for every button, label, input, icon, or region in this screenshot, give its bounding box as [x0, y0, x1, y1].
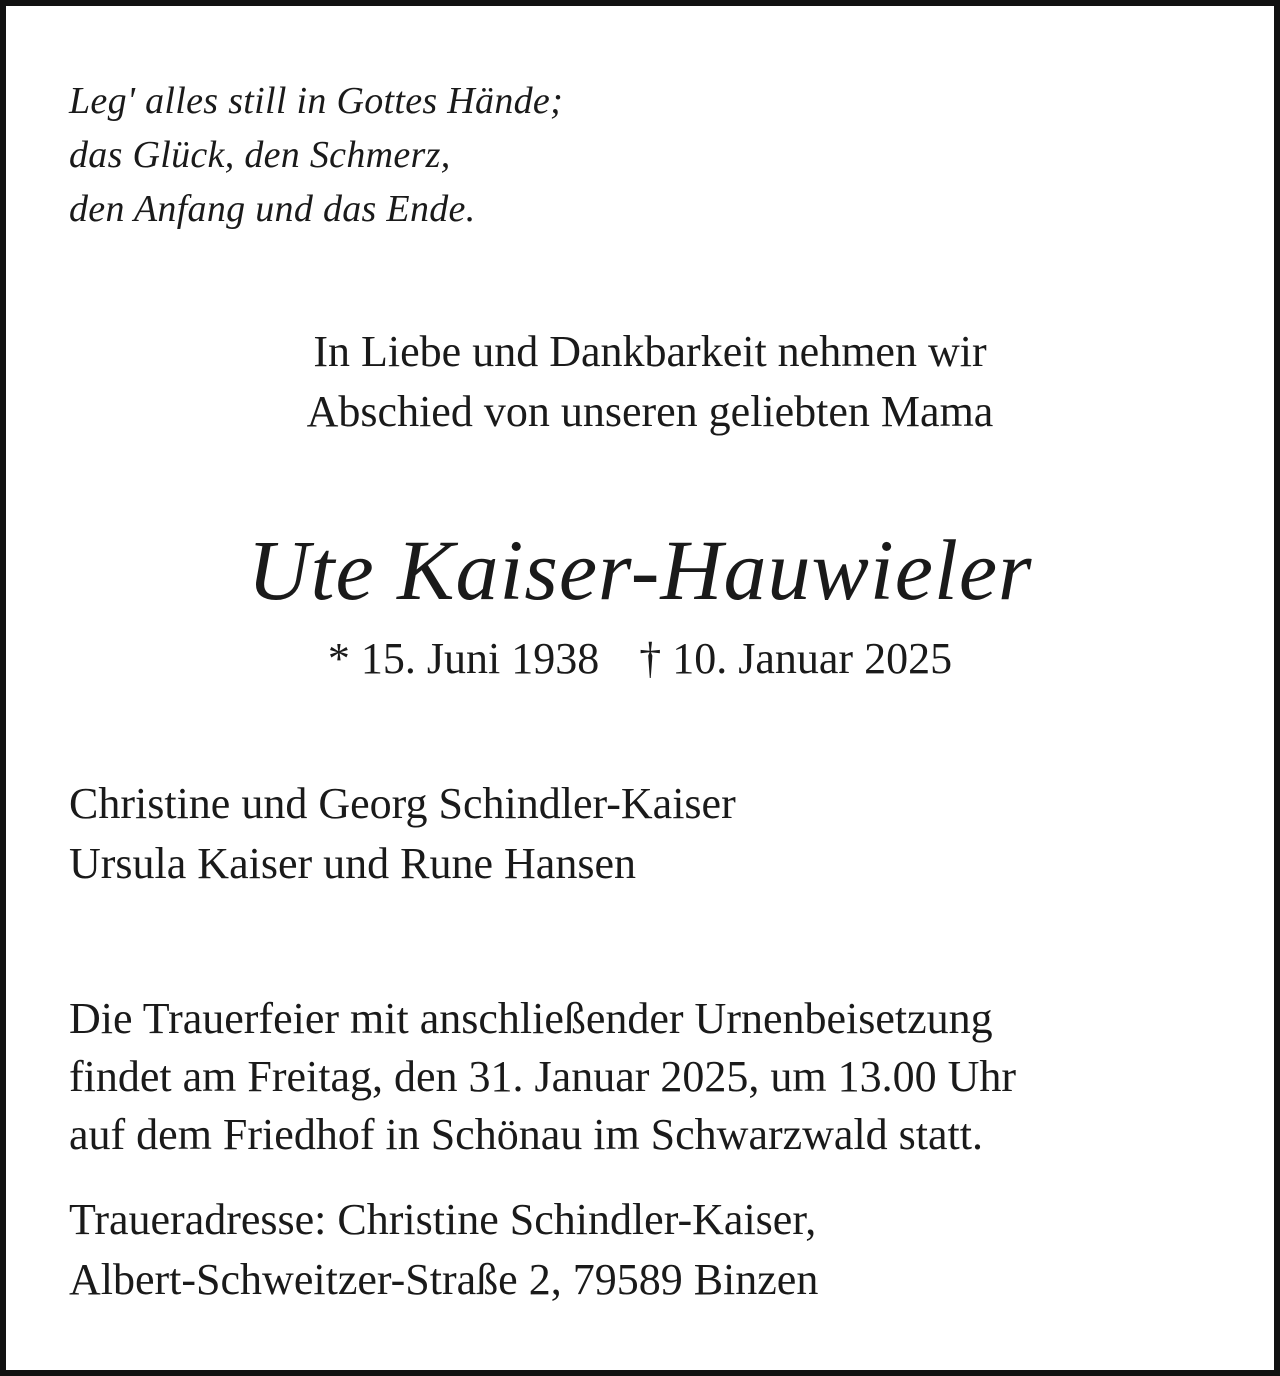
verse-line: Leg' alles still in Gottes Hände;	[69, 80, 564, 122]
mourner-line: Ursula Kaiser und Rune Hansen	[69, 839, 636, 888]
mourners	[69, 774, 736, 894]
mourner-line: Christine und Georg Schindler-Kaiser	[69, 779, 736, 828]
life-dates	[0, 632, 1280, 686]
birth-date: * 15. Juni 1938	[327, 634, 600, 683]
verse-line: das Glück, den Schmerz,	[69, 134, 451, 176]
mourning-address	[69, 1190, 818, 1310]
verse	[69, 74, 563, 236]
address-line: Traueradresse: Christine Schindler-Kaiser,	[69, 1195, 817, 1244]
intro-line: Abschied von unseren geliebten Mama	[306, 387, 994, 436]
death-date: † 10. Januar 2025	[639, 634, 953, 683]
ceremony-info	[69, 990, 1016, 1164]
ceremony-line: findet am Freitag, den 31. Januar 2025, um 13.00 Uhr	[69, 1052, 1017, 1101]
ceremony-line: Die Trauerfeier mit anschließender Urnenbeisetzung	[69, 994, 993, 1043]
intro-text	[0, 322, 1280, 442]
ceremony-line: auf dem Friedhof in Schönau im Schwarzwald statt.	[69, 1110, 984, 1159]
deceased-name: Ute Kaiser-Hauwieler	[247, 522, 1033, 618]
address-line: Albert-Schweitzer-Straße 2, 79589 Binzen	[69, 1255, 819, 1304]
verse-line: den Anfang und das Ende.	[69, 188, 476, 230]
intro-line: In Liebe und Dankbarkeit nehmen wir	[313, 327, 987, 376]
